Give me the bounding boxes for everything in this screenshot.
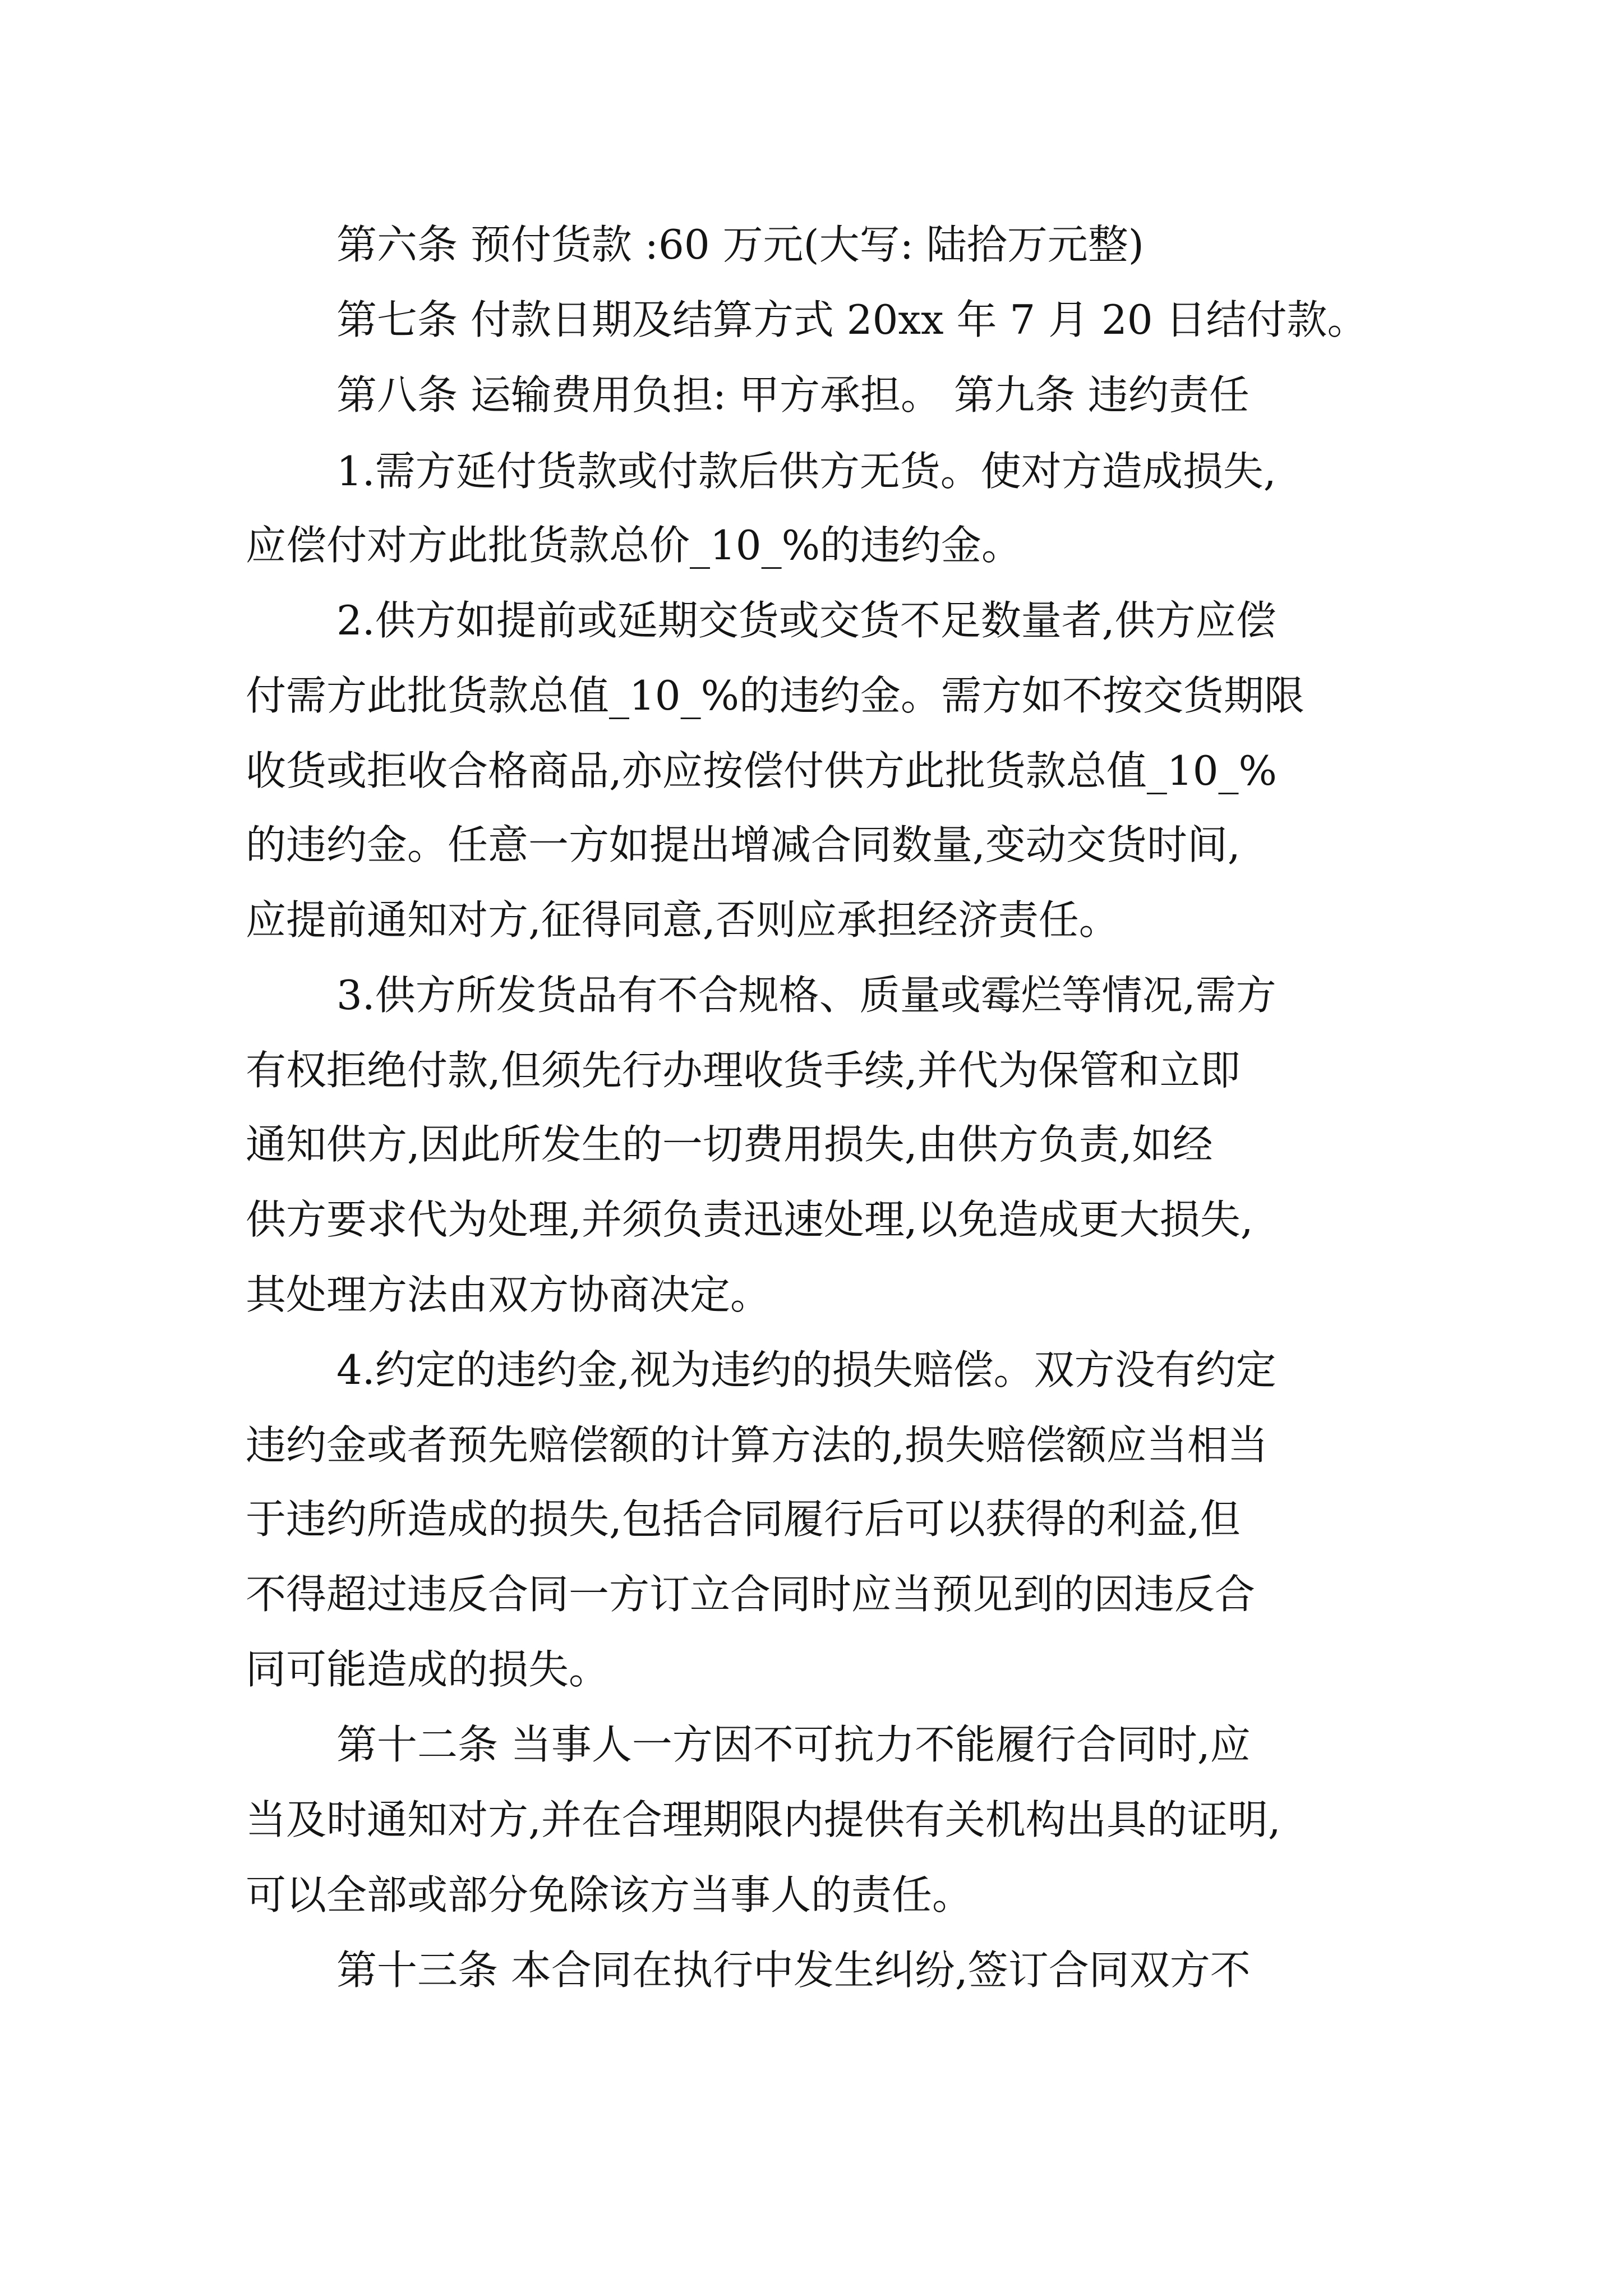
text-line: 不得超过违反合同一方订立合同时应当预见到的因违反合 — [246, 1571, 1256, 1618]
text-line: 当及时通知对方,并在合理期限内提供有关机构出具的证明, — [246, 1796, 1281, 1843]
text-line: 4.约定的违约金,视为违约的损失赔偿。双方没有约定 — [336, 1346, 1276, 1393]
text-line: 供方要求代为处理,并须负责迅速处理,以免造成更大损失, — [246, 1196, 1253, 1243]
text-line: 1.需方延付货款或付款后供方无货。使对方造成损失, — [336, 448, 1276, 495]
text-line: 违约金或者预先赔偿额的计算方法的,损失赔偿额应当相当 — [246, 1421, 1268, 1469]
text-line: 第十二条 当事人一方因不可抗力不能履行合同时,应 — [336, 1721, 1251, 1768]
text-line: 通知供方,因此所发生的一切费用损失,由供方负责,如经 — [246, 1121, 1213, 1168]
text-line: 付需方此批货款总值_10_%的违约金。需方如不按交货期限 — [246, 672, 1305, 719]
text-line: 第十三条 本合同在执行中发生纠纷,签订合同双方不 — [336, 1947, 1251, 1994]
text-line: 第八条 运输费用负担: 甲方承担。 第九条 违约责任 — [336, 371, 1249, 418]
text-line: 可以全部或部分免除该方当事人的责任。 — [246, 1871, 973, 1918]
text-line: 的违约金。任意一方如提出增减合同数量,变动交货时间, — [246, 821, 1241, 868]
text-line: 3.供方所发货品有不合规格、质量或霉烂等情况,需方 — [336, 972, 1276, 1019]
text-line: 应偿付对方此批货款总价_10_%的违约金。 — [246, 522, 1022, 569]
text-line: 有权拒绝付款,但须先行办理收货手续,并代为保管和立即 — [246, 1047, 1241, 1094]
text-line: 第七条 付款日期及结算方式 20xx 年 7 月 20 日结付款。 — [336, 296, 1368, 343]
text-line: 第六条 预付货款 :60 万元(大写: 陆拾万元整) — [336, 221, 1144, 268]
text-line: 同可能造成的损失。 — [246, 1646, 610, 1693]
text-line: 收货或拒收合格商品,亦应按偿付供方此批货款总值_10_% — [246, 747, 1277, 794]
text-line: 应提前通知对方,征得同意,否则应承担经济责任。 — [246, 896, 1119, 944]
text-line: 于违约所造成的损失,包括合同履行后可以获得的利益,但 — [246, 1496, 1241, 1543]
text-line: 其处理方法由双方协商决定。 — [246, 1271, 771, 1318]
text-line: 2.供方如提前或延期交货或交货不足数量者,供方应偿 — [336, 597, 1276, 644]
